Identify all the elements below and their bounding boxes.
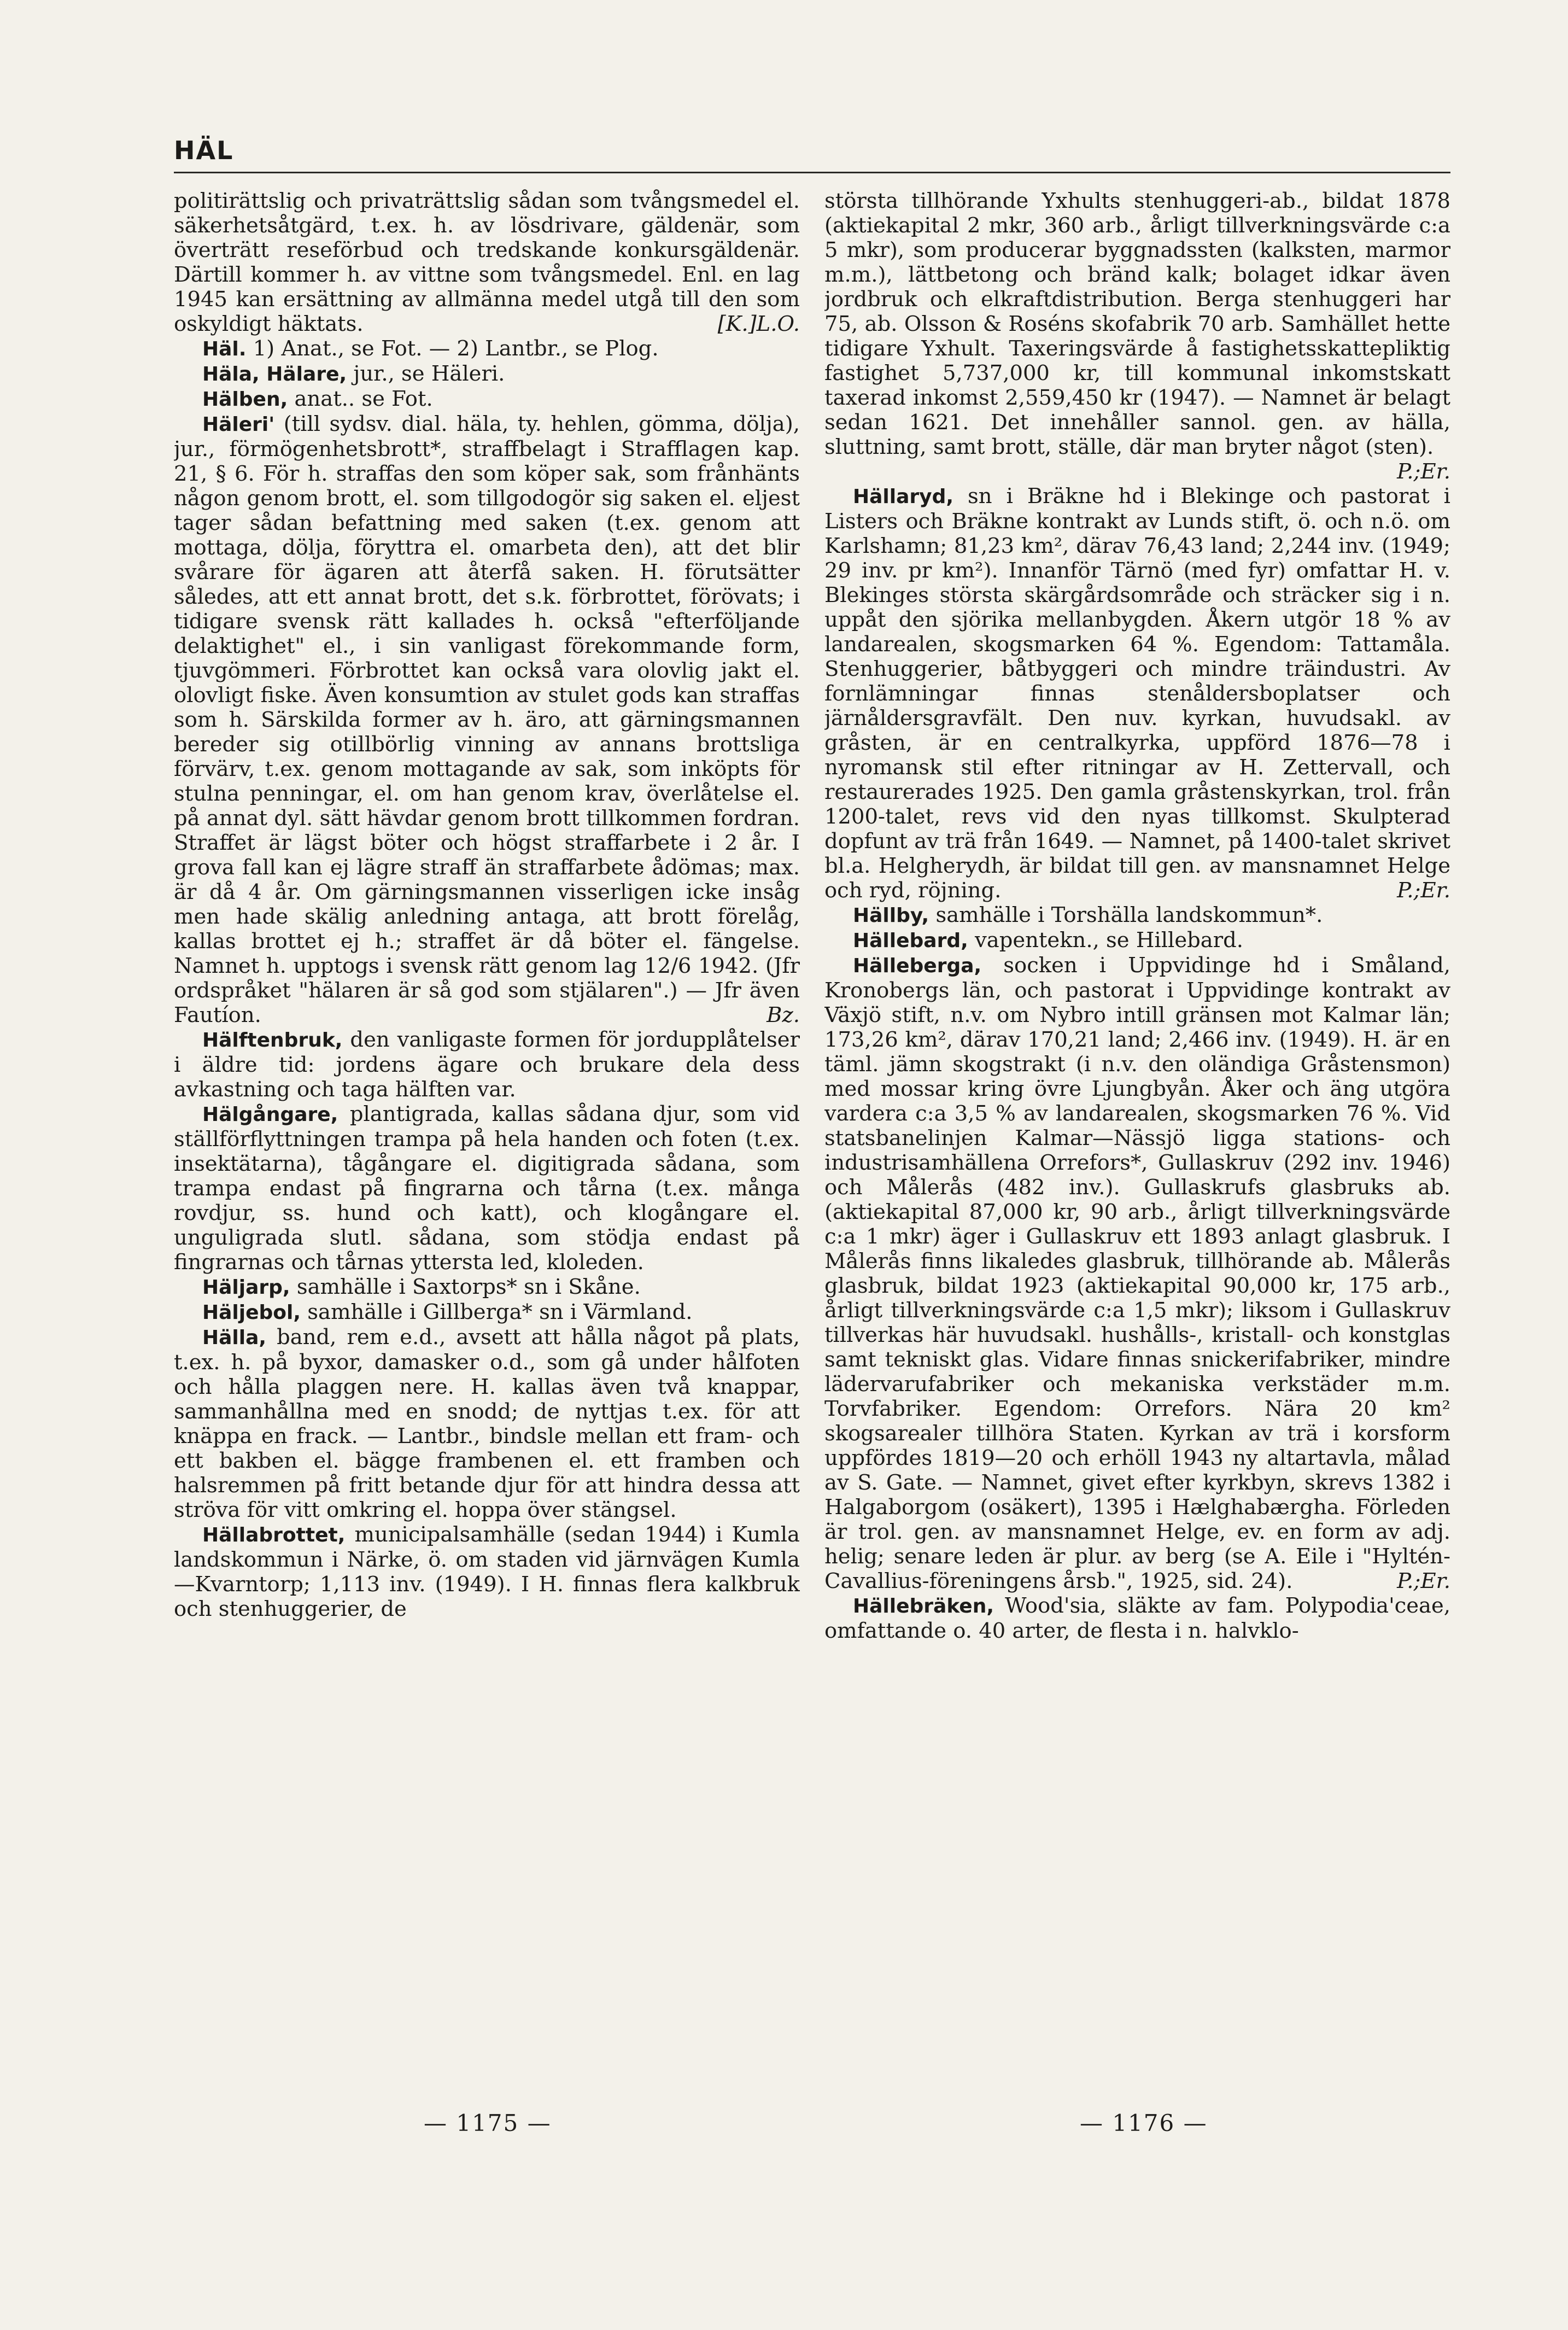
entry-text: (till sydsv. dial. häla, ty. hehlen, gömma, dölja), jur., förmögenhetsbrott*, straffbelagt i Strafflagen kap. 21, § 6. För h. straffas den som köper sak, som frånhänts någon genom brott, el. som tillgodogör sig saken el. eljest tager sådan befattning med saken (t.ex. genom att mottaga, dölja, föryttra el. omarbeta den), att det blir svårare för ägaren att återfå saken. H. förutsätter således, att ett annat brott, det s.k. förbrottet, förövats; i tidigare svensk rätt kallades h. också "efterföljande delaktighet" el., i sin vanligast förekommande form, tjuvgömmeri. Förbrottet kan också vara olovlig jakt el. olovligt fiske. Även konsumtion av stulet gods kan straffas som h. Särskilda former av h. äro, att gärningsmannen bereder sig otillbörlig vinning av annans brottsliga förvärv, t.ex. genom mottagande av sak, som inköpts för stulna penningar, el. om han genom krav, överlåtelse el. på annat dyl. sätt hävdar genom brott tillkommen fordran. Straffet är lägst böter och högst straffarbete i 2 år. I grova fall kan ej lägre straff än straffarbete ådömas; max. är då 4 år. Om gärningsmannen visserligen icke insåg men hade skälig anledning antaga, att brott förelåg, kallas brottet ej h.; straffet är då böter el. fängelse. Namnet h. upptogs i svensk rätt genom lag 12/6 1942. (Jfr ordspråket "hälaren är så god som stjälaren".) — Jfr även Fautíon.: [174, 412, 800, 1027]
entry: [174, 1300, 800, 1325]
entry-headword: Hälla,: [202, 1327, 267, 1349]
entry-headword: Hälgångare,: [202, 1103, 338, 1126]
entry-headword: Häljebol,: [202, 1301, 301, 1324]
entry-text: den vanligaste formen för jordupplåtelser i äldre tid: jordens ägare och brukare dela dess avkastning och taga hälften var.: [174, 1027, 800, 1102]
entry-headword: Häla, Hälare,: [202, 363, 347, 386]
author-signature: P.;Er.: [1397, 459, 1450, 484]
entry: [174, 1522, 800, 1621]
author-signature: [K.]L.O.: [717, 312, 800, 336]
entry-headword: Hälben,: [202, 388, 288, 411]
left-column: [174, 189, 800, 2070]
entry-headword: Hällebräken,: [853, 1595, 994, 1617]
entry: [174, 1027, 800, 1102]
entry-text: 1) Anat., se Fot. — 2) Lantbr., se Plog.: [253, 336, 659, 361]
entry-headword: Häljarp,: [202, 1276, 290, 1299]
entry-text: samhälle i Gillberga* sn i Värmland.: [307, 1300, 693, 1324]
entry-headword: Hällebard,: [853, 930, 968, 952]
entry-text: vapentekn., se Hillebard.: [975, 928, 1244, 953]
entry-text: municipalsamhälle (sedan 1944) i Kumla landskommun i Närke, ö. om staden vid järnvägen Kumla—Kvarntorp; 1,113 inv. (1949). I H. finnas flera kalkbruk och stenhuggerier, de: [174, 1522, 800, 1621]
author-signature: P.;Er.: [1397, 1569, 1450, 1593]
entry-text: samhälle i Torshälla landskommun*.: [935, 903, 1323, 927]
entry: [824, 903, 1450, 928]
entry: [174, 412, 800, 1027]
entry-headword: Häleri': [202, 413, 275, 436]
entry-headword: Hällaryd,: [853, 486, 954, 508]
right-column: [824, 189, 1450, 2070]
entry: [174, 361, 800, 387]
entry-text: politirättslig och privaträttslig sådan som tvångsmedel el. säkerhetsåtgärd, t.ex. h. av lösdrivare, gäldenär, som överträtt reseförbud och tredskande konkursgäldenär. Därtill kommer h. av vittne som tvångsmedel. Enl. en lag 1945 kan ersättning av allmänna medel utgå till den som oskyldigt häktats.: [174, 189, 800, 336]
entry: [824, 953, 1450, 1593]
entry-text: socken i Uppvidinge hd i Småland, Kronobergs län, och pastorat i Uppvidinge kontrakt av Växjö stift, n.v. om Nybro intill gränsen mot Kalmar län; 173,26 km², därav 170,21 land; 2,466 inv. (1949). H. är en täml. jämn skogstrakt (i n.v. den oländiga Gråstensmon) med mossar kring övre Ljungbyån. Åker och äng utgöra vardera c:a 3,5 % av landarealen, skogsmarken 76 %. Vid statsbanelinjen Kalmar—Nässjö ligga stations- och industrisamhällena Orrefors*, Gullaskruv (292 inv. 1946) och Målerås (482 inv.). Gullaskrufs glasbruks ab. (aktiekapital 87,000 kr, 90 arb., årligt tillverkningsvärde c:a 1 mkr) äger i Gullaskruv ett 1893 anlagt glasbruk. I Målerås finns likaledes glasbruk, tillhörande ab. Målerås glasbruk, bildat 1923 (aktiekapital 90,000 kr, 175 arb., årligt tillverkningsvärde c:a 1,5 mkr); liksom i Gullaskruv tillverkas här huvudsakl. hushålls-, kristall- och konstglas samt tekniskt glas. Vidare finnas snickerifabriker, mindre lädervarufabriker och mekaniska verkstäder m.m. Torvfabriker. Egendom: Orrefors. Nära 20 km² skogsarealer tillhöra Staten. Kyrkan av trä i korsform uppfördes 1819—20 och erhöll 1943 ny altartavla, målad av S. Gate. — Namnet, givet efter kyrkbyn, skrevs 1382 i Halgaborgom (osäkert), 1395 i Hælghabærgha. Förleden är trol. gen. av mansnamnet Helge, ev. en form av adj. helig; senare leden är plur. av berg (se A. Eile i "Hyltén-Cavallius-föreningens årsb.", 1925, sid. 24).: [824, 953, 1450, 1593]
entry-headword: Hällabrottet,: [202, 1524, 346, 1546]
entry-headword: Häl.: [202, 338, 247, 360]
entry: [174, 1325, 800, 1522]
entry-text: plantigrada, kallas sådana djur, som vid ställförflyttningen trampa på hela handen och foten (t.ex. insektätarna), tågångare el. digitigrada sådana, som trampa endast på fingrarna och tårna (t.ex. många rovdjur, ss. hund och katt), och klogångare el. unguligrada slutl. sådana, som stödja endast på fingrarnas och tårnas yttersta led, kloleden.: [174, 1102, 800, 1275]
entry: [824, 1593, 1450, 1643]
entry-text: anat.. se Fot.: [294, 387, 433, 411]
entry-continuation: [174, 189, 800, 336]
running-head: HÄL: [174, 136, 234, 165]
entry-text: band, rem e.d., avsett att hålla något på plats, t.ex. h. på byxor, damasker o.d., som gå under hålfoten och hålla plaggen nere. H. kallas även två knappar, sammanhållna med en snodd; de nyttjas t.ex. för att knäppa en frack. — Lantbr., bindsle mellan ett fram- och ett bakben el. bägge frambenen el. ett framben och halsremmen på fritt betande djur för att hindra dessa att ströva för vitt omkring el. hoppa över stängsel.: [174, 1325, 800, 1522]
entry-headword: Hällby,: [853, 904, 929, 927]
entry: [824, 928, 1450, 953]
entry: [174, 336, 800, 361]
entry-headword: Hälleberga,: [853, 955, 982, 977]
entry-text: största tillhörande Yxhults stenhuggeri-ab., bildat 1878 (aktiekapital 2 mkr, 360 arb., årligt tillverkningsvärde c:a 5 mkr), som producerar byggnadssten (kalksten, marmor m.m.), lättbetong och bränd kalk; bolaget idkar även jordbruk och elkraftdistribution. Berga stenhuggeri har 75, ab. Olsson & Roséns skofabrik 70 arb. Samhället hette tidigare Yxhult. Taxeringsvärde å fastighetsskattepliktig fastighet 5,737,000 kr, till kommunal inkomstskatt taxerad inkomst 2,559,450 kr (1947). — Namnet är belagt sedan 1621. Det innehåller sannol. gen. av hälla, sluttning, samt brott, ställe, där man bryter något (sten).: [824, 189, 1450, 459]
entry-text: samhälle i Saxtorps* sn i Skåne.: [296, 1275, 641, 1299]
entry-text: Wood'sia, släkte av fam. Polypodia'ceae, omfattande o. 40 arter, de flesta i n. halvklo-: [824, 1593, 1450, 1643]
page-number-right: — 1176 —: [1080, 2110, 1208, 2136]
author-signature: P.;Er.: [1397, 878, 1450, 903]
entry: [174, 1275, 800, 1300]
entry-text: sn i Bräkne hd i Blekinge och pastorat i Listers och Bräkne kontrakt av Lunds stift, ö. och n.ö. om Karlshamn; 81,23 km², därav 76,43 land; 2,244 inv. (1949; 29 inv. pr km²). Innanför Tärnö (med fyr) omfattar H. v. Blekinges största skärgårdsområde och sträcker sig i n. uppåt den sjörika mellanbygden. Åkern utgör 18 % av landarealen, skogsmarken 64 %. Egendom: Tattamåla. Stenhuggerier, båtbyggeri och mindre träindustri. Av fornlämningar finnas stenåldersboplatser och järnåldersgravfält. Den nuv. kyrkan, huvudsakl. av gråsten, är en centralkyrka, uppförd 1876—78 i nyromansk stil efter ritningar av H. Zettervall, och restaurerades 1925. Den gamla gråstenskyrkan, trol. från 1200-talet, revs vid den nyas tillkomst. Skulpterad dopfunt av trä från 1649. — Namnet, på 1400-talet skrivet bl.a. Helgherydh, är bildat till gen. av mansnamnet Helge och ryd, röjning.: [824, 484, 1450, 903]
entry: [174, 387, 800, 412]
entry: [824, 484, 1450, 903]
entry-text: jur., se Häleri.: [353, 361, 505, 386]
entry-headword: Hälftenbruk,: [202, 1029, 343, 1052]
entry: [174, 1102, 800, 1275]
header-rule: [174, 172, 1450, 173]
entry-continuation: [824, 189, 1450, 484]
author-signature: Bz.: [767, 1003, 800, 1027]
page-number-left: — 1175 —: [424, 2110, 552, 2136]
